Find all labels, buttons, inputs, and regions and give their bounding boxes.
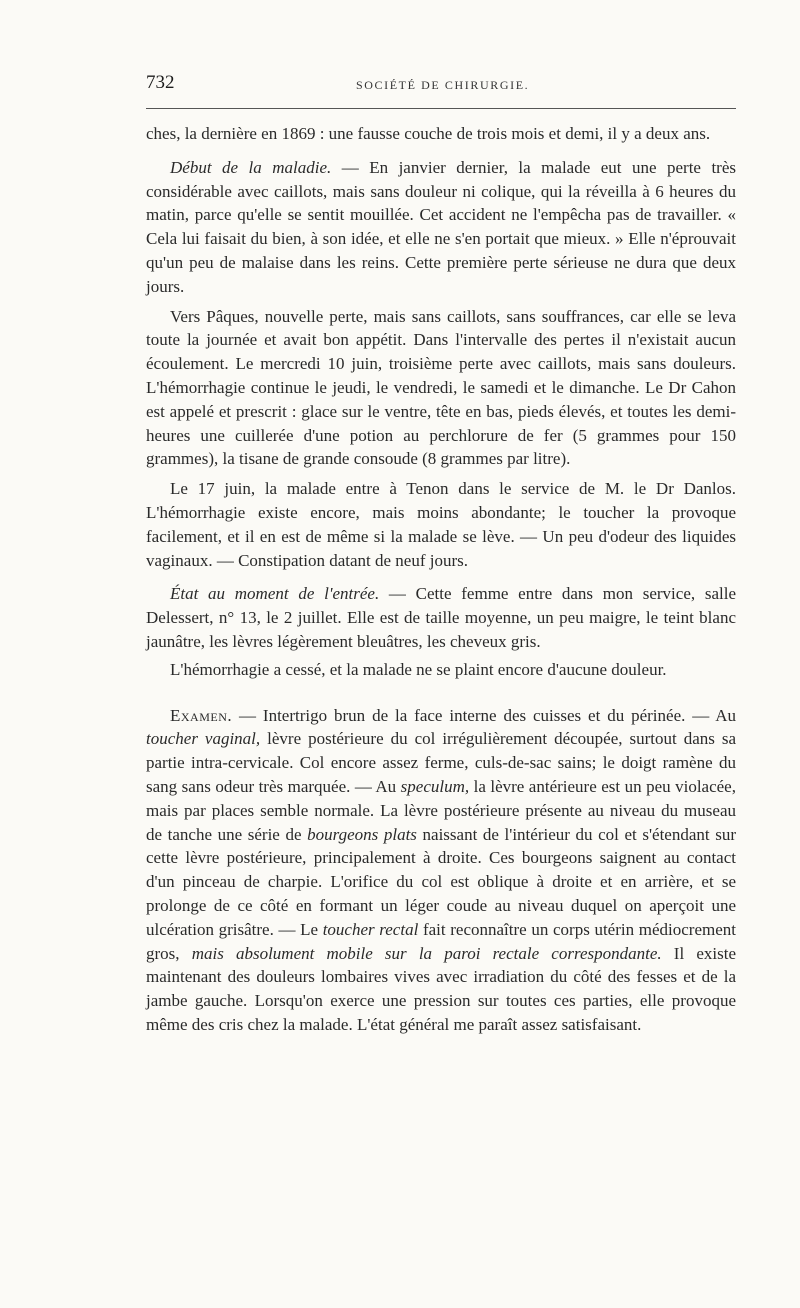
paragraph: Vers Pâques, nouvelle perte, mais sans caillots, sans souffrances, car elle se leva toute la journée et avait bon appétit. Dans l'intervalle des pertes il n'existait aucun écoulement. Le mercredi 10 juin, troisième perte avec caillots, mais sans douleurs. L'hémorrhagie continue le jeudi, le vendredi, le samedi et le dimanche. Le Dr Cahon est appelé et prescrit : glace sur le ventre, tête en bas, pieds élevés, et toutes les demi-heures une cuillerée d'une potion au perchlorure de fer (5 grammes pour 150 grammes), la tisane de grande consoude (8 grammes par litre). (146, 306, 736, 469)
paragraph-text: Il existe maintenant des douleurs lombaires vives avec irradiation du côté des fesses et de la jambe gauche. Lorsqu'on exerce une pression sur toutes ces parties, elle provoque même des cris chez la malade. L'état général me paraît assez satisfaisant. (146, 943, 736, 1034)
paragraph-text: la lèvre antérieure est un peu violacée, mais par places semble normale. La lèvre postérieure présente au niveau du museau de tanche une série de (146, 776, 736, 844)
emphasis: toucher vaginal, (146, 729, 261, 749)
section-heading: Examen. (170, 705, 233, 725)
spacer (146, 572, 736, 582)
header-rule (146, 108, 736, 109)
paragraph: L'hémorrhagie a cessé, et la malade ne se plaint encore d'aucune douleur. (170, 659, 667, 679)
emphasis: bourgeons plats (307, 824, 417, 844)
paragraph: ches, la dernière en 1869 : une fausse couche de trois mois et demi, il y a deux ans. (146, 124, 711, 143)
paragraph (146, 156, 736, 299)
spacer (146, 146, 736, 156)
body-text (146, 122, 736, 1037)
section-heading: État au moment de l'entrée. (170, 584, 380, 604)
page-header (146, 72, 736, 98)
paragraph-text: — En janvier dernier, la malade eut une perte très considérable avec caillots, mais sans douleur ni colique, qui la réveilla à 6 heures du matin, parce qu'elle se sentit mouillée. Cet accident ne l'empêcha pas de travailler. « Cela lui faisait du bien, à son idée, et elle ne s'en portait que mieux. » Elle n'éprouvait qu'un peu de malaise dans les reins. Cette première perte sérieuse ne dura que deux jours. (146, 157, 736, 296)
paragraph-text: lèvre postérieure du col irrégulièrement découpée, surtout dans sa partie intra-cervicale. Col encore assez ferme, culs-de-sac sains; le doigt ramène du sang sans odeur très marquée. — Au (146, 729, 736, 796)
emphasis: speculum, (400, 776, 470, 796)
paragraph-text: naissant de l'intérieur du col et s'étendant sur cette lèvre postérieure, principalement à droite. Ces bourgeons saignent au contact d'un pinceau de charpie. L'orifice du col est oblique à droite et en arrière, et se prolonge de ce côté en formant un léger coude au niveau duquel on aperçoit une ulcération grisâtre. — Le (146, 824, 736, 939)
paragraph (146, 582, 736, 653)
emphasis: toucher rectal (322, 919, 419, 939)
paragraph (146, 704, 736, 1037)
running-title: SOCIÉTÉ DE CHIRURGIE. (356, 78, 530, 92)
emphasis: mais absolument mobile sur la paroi rectale correspondante. (191, 943, 662, 963)
paragraph-text: — Cette femme entre dans mon service, salle Delessert, n° 13, le 2 juillet. Elle est de taille moyenne, un peu maigre, le teint blanc jaunâtre, les lèvres légèrement bleuâtres, les cheveux gris. (146, 584, 736, 651)
paragraph: Le 17 juin, la malade entre à Tenon dans le service de M. le Dr Danlos. L'hémorrhagie existe encore, mais moins abondante; le toucher la provoque facilement, et il en est de même si la malade se lève. — Un peu d'odeur des liquides vaginaux. — Constipation datant de neuf jours. (146, 479, 736, 570)
section-heading: Début de la maladie. (170, 157, 332, 177)
page-number: 732 (146, 72, 175, 93)
paragraph-text: — Intertrigo brun de la face interne des cuisses et du périnée. — Au (232, 705, 736, 725)
paragraph-text: fait reconnaître un corps utérin médiocrement gros, (146, 919, 736, 963)
spacer (146, 682, 736, 704)
